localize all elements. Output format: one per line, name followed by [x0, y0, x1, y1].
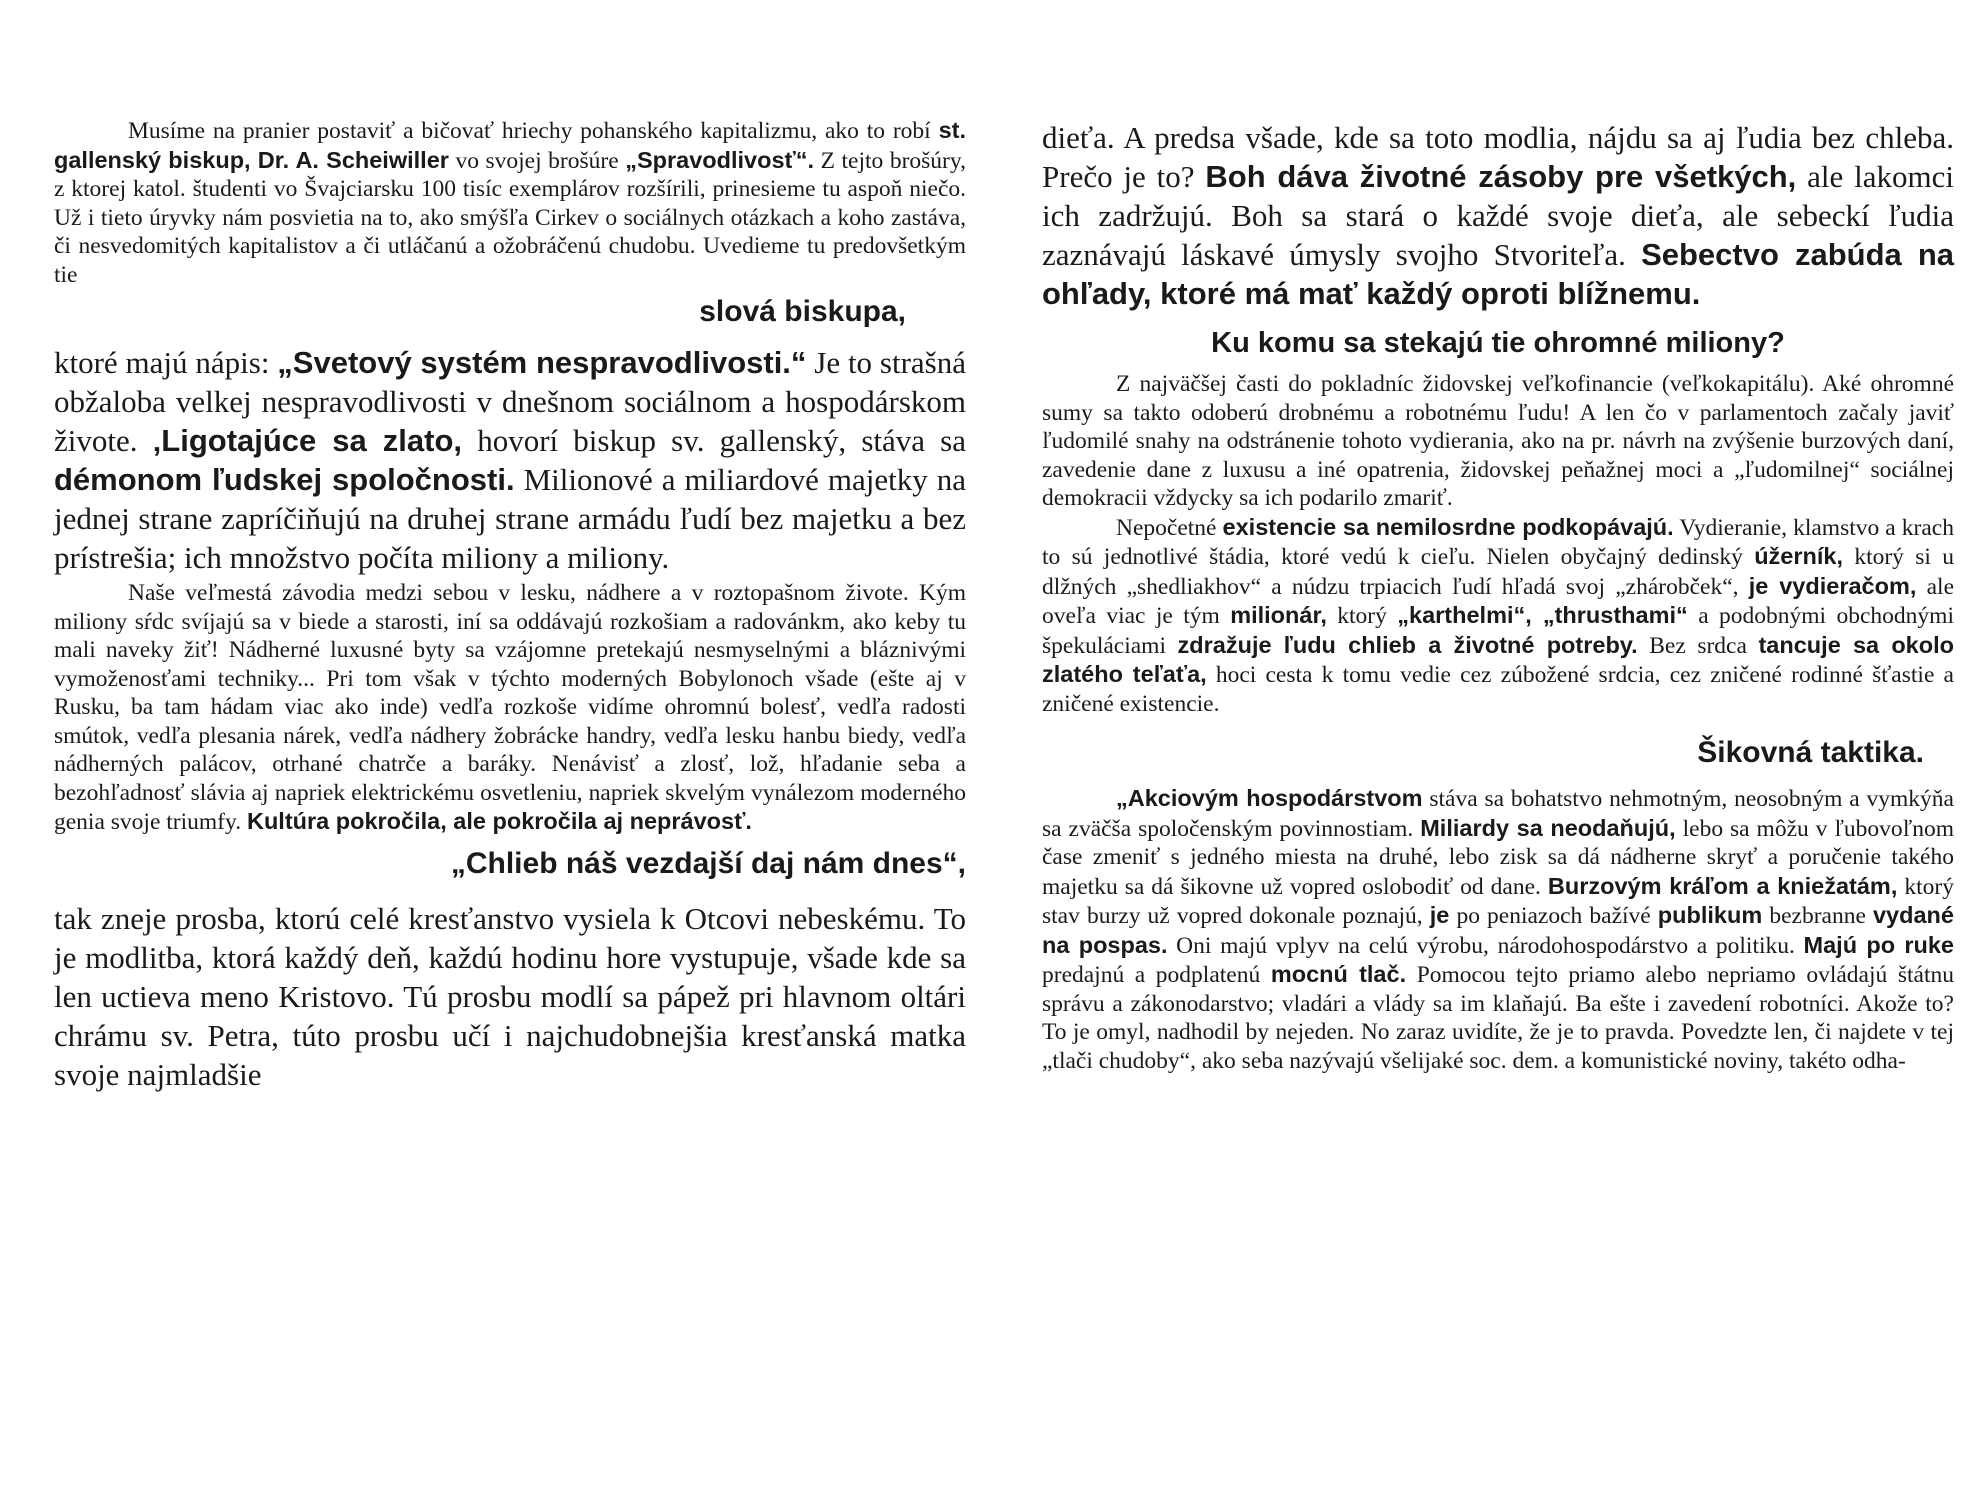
left-column	[54, 116, 966, 1094]
right-page	[994, 0, 1988, 1500]
heading-slova-biskupa: slová biskupa,	[699, 295, 906, 328]
heading-miliony: Ku komu sa stekajú tie ohromné miliony?	[1211, 327, 1785, 359]
left-paragraph-4: tak zneje prosba, ktorú celé kresťanstvo vysiela k Otcovi nebeskému. To je modlitba, ktorá každý deň, každú hodinu hore vystupuje, všade kde sa len uctieva meno Kristovo. Tú prosbu modlí sa pápež pri hlavnom oltári chrámu sv. Petra, túto prosbu učí i najchudobnejšia kresťanská matka svoje najmladšie	[54, 900, 966, 1092]
right-paragraph-2: Z najväčšej časti do pokladníc židovskej veľkofinancie (veľkokapitálu). Aké ohromné sumy sa takto odoberú drobnému a robotnému ľudu! A len čo v parlamentoch začaly javiť ľudomilé snahy na odstránenie tohoto vydierania, ako na pr. návrh na zvýšenie burzových daní, zavedenie dane z luxusu a iné opatrenia, židovskej peňažnej moci a „ľudomilnej“ sociálnej demokracii vždycky sa ich podarilo zmariť.	[1042, 371, 1954, 511]
heading-sikovna-taktika: Šikovná taktika.	[1697, 736, 1924, 769]
right-column	[1042, 118, 1954, 1075]
left-paragraph-1: Musíme na pranier postaviť a bičovať hriechy pohanského kapitalizmu, ako to robí st. gallenský biskup, Dr. A. Scheiwiller vo svojej brošúre „Spravodlivosť“. Z tejto brošúry, z ktorej katol. študenti vo Švajciarsku 100 tisíc exemplárov rozšírili, prinesieme tu aspoň niečo. Už i tieto úryvky nám posvietia na to, ako smýšľa Cirkev o sociálnych otázkach a koho zastáva, či nesvedomitých kapitalistov a či utláčanú a ožobráčenú chudobu. Uvedieme tu predovšetkým tie	[54, 117, 966, 288]
right-paragraph-3: Nepočetné existencie sa nemilosrdne podkopávajú. Vydieranie, klamstvo a krach to sú jednotlivé štádia, ktoré vedú k cieľu. Nielen obyčajný dedinský úžerník, ktorý si u dlžných „shedliakhov“ a núdzu trpiacich ľudí hľadá svoj „zhárobček“, je vydieračom, ale oveľa viac je tým milionár, ktorý „karthelmi“, „thrusthami“ a podobnými obchodnými špekuláciami zdražuje ľudu chlieb a životné potreby. Bez srdca tancuje sa okolo zlatého teľaťa, hoci cesta k tomu vedie cez zúbožené srdcia, cez zničené rodinné šťastie a zničené existencie.	[1042, 513, 1954, 717]
left-paragraph-2: ktoré majú nápis: „Svetový systém nespravodlivosti.“ Je to strašná obžaloba velkej nespravodlivosti v dnešnom sociálnom a hospodárskom živote. ‚Ligotajúce sa zlato, hovorí biskup sv. gallenský, stáva sa démonom ľudskej spoločnosti. Milionové a miliardové majetky na jednej strane zapríčiňujú na druhej strane armádu ľudí bez majetku a bez prístrešia; ich množstvo počíta miliony a miliony.	[54, 345, 966, 575]
left-paragraph-3: Naše veľmestá závodia medzi sebou v lesku, nádhere a v roztopašnom živote. Kým miliony sŕdc svíjajú sa v biede a starosti, iní sa oddávajú rozkošiam a radovánkm, ako keby tu mali naveky žiť! Nádherné luxusné byty sa vzájomne pretekajú nesmyselnými a bláznivými vymoženosťami techniky... Pri tom však v týchto moderných Bobylonoch všade (ešte aj v Rusku, ba tam hádam viac ako inde) vedľa rozkoše vidíme ohromnú bolesť, vedľa radosti smútok, vedľa plesania nárek, vedľa nádhery žobrácke handry, vedľa lesku hanbu biedy, vedľa nádherných palácov, otrhané chatrče a baráky. Nenávisť a zlosť, lož, hľadanie seba a bezohľadnosť slávia aj napriek elektrickému osvetleniu, napriek skvelým vynálezom moderného genia svoje triumfy. Kultúra pokročila, ale pokročila aj neprávosť.	[54, 580, 966, 835]
right-paragraph-4: „Akciovým hospodárstvom stáva sa bohatstvo nehmotným, neosobným a vymkýňa sa zväčša spoločenským povinnostiam. Miliardy sa neodaňujú, lebo sa môžu v ľubovoľnom čase zmeniť s jedného miesta na druhé, lebo zisk sa dá nádherne skryť a poručenie takého majetku sa dá šikovne už vopred oslobodiť od dane. Burzovým kráľom a kniežatám, ktorý stav burzy už vopred dokonale poznajú, je po peniazoch bažívé publikum bezbranne vydané na pospas. Oni majú vplyv na celú výrobu, národohospodárstvo a politiku. Majú po ruke predajnú a podplatenú mocnú tlač. Pomocou tejto priamo alebo nepriamo ovládajú štátnu správu a zákonodarstvo; vladári a vlády sa im klaňajú. Ba ešte i zavedení robotníci. Akože to? To je omyl, nadhodil by nejeden. No zaraz uvidíte, že je to pravda. Povedzte len, či najdete v tej „tlači chudoby“, ako seba nazývajú všelijaké soc. dem. a komunistické noviny, takéto odha-	[1042, 785, 1954, 1074]
heading-chlieb: „Chlieb náš vezdajší daj nám dnes“,	[450, 846, 966, 880]
right-paragraph-1: dieťa. A predsa všade, kde sa toto modlia, nájdu sa aj ľudia bez chleba. Prečo je to? Boh dáva životné zásoby pre všetkých, ale lakomci ich zadržujú. Boh sa stará o každé svoje dieťa, ale sebeckí ľudia zaznávajú láskavé úmysly svojho Stvoriteľa. Sebectvo zabúda na ohľady, ktoré má mať každý oproti blížnemu.	[1042, 120, 1954, 311]
